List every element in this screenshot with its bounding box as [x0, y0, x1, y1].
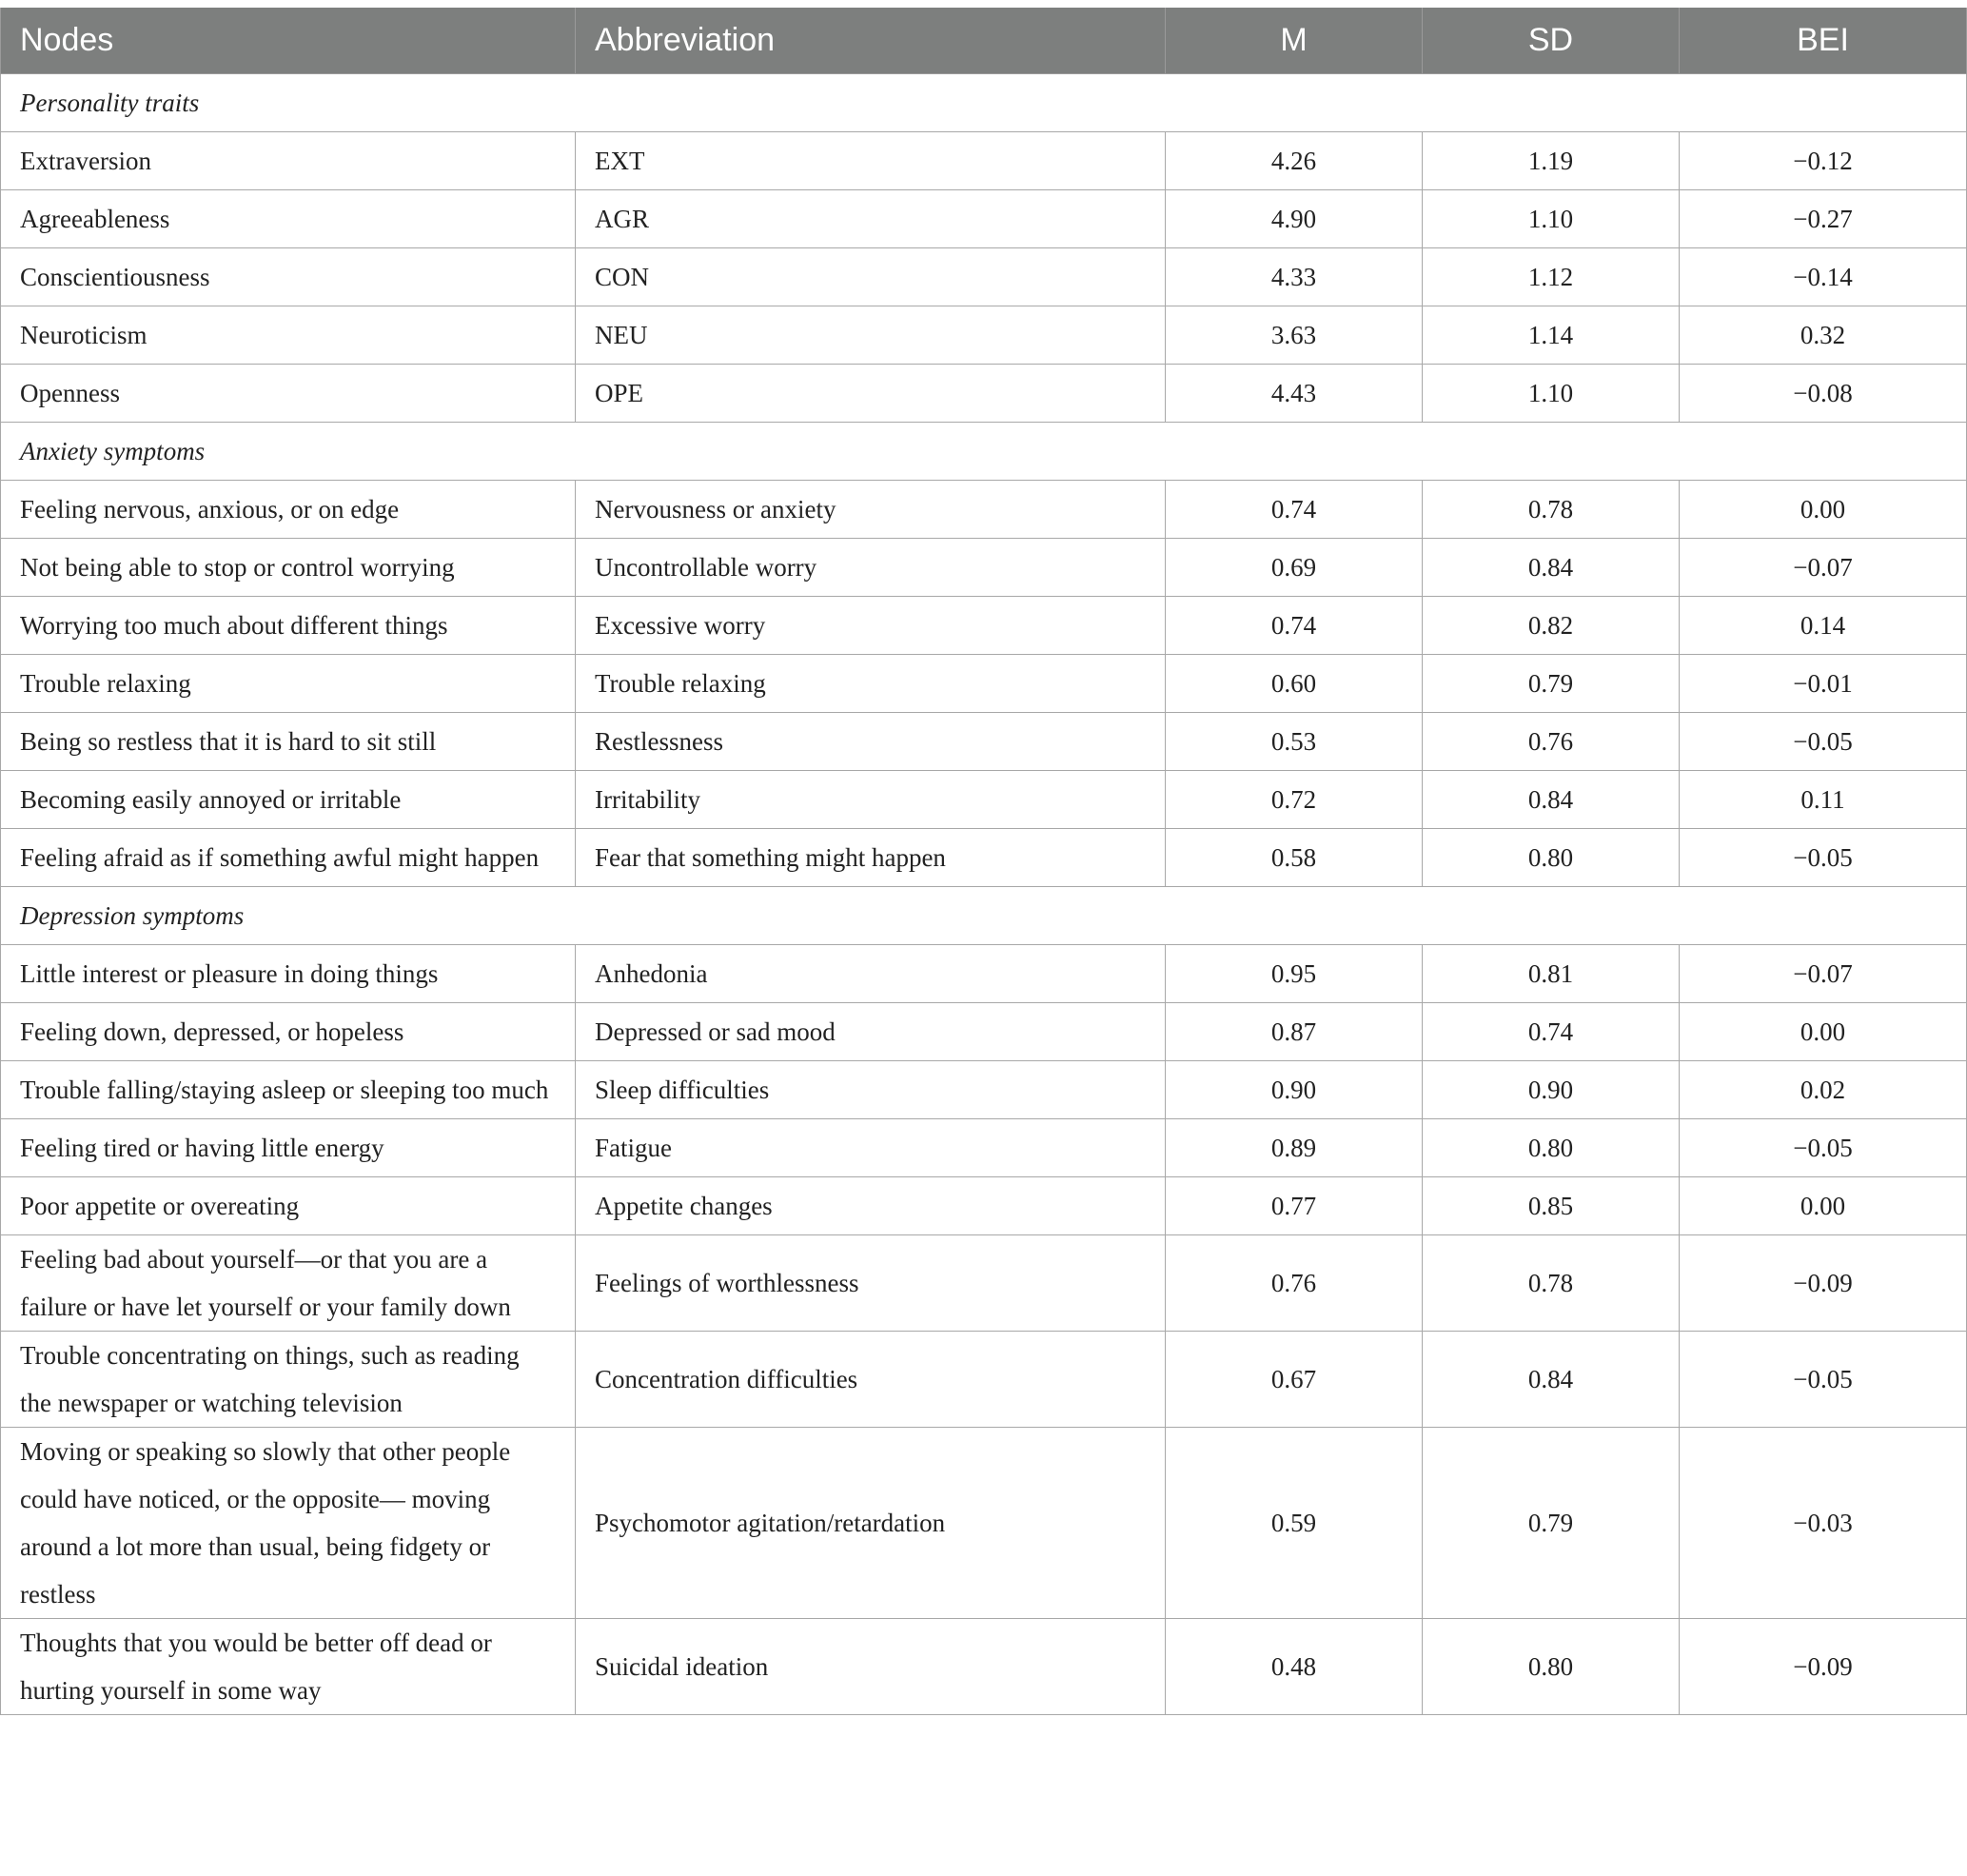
table-row	[1, 597, 1967, 655]
abbreviation-cell: Feelings of worthlessness	[576, 1235, 1166, 1332]
sd-cell: 1.10	[1423, 190, 1680, 248]
table-row	[1, 1003, 1967, 1061]
header-m: M	[1166, 8, 1423, 74]
sd-cell: 0.78	[1423, 1235, 1680, 1332]
node-cell: Feeling afraid as if something awful might happen	[1, 829, 576, 887]
abbreviation-cell: NEU	[576, 306, 1166, 365]
node-cell: Feeling nervous, anxious, or on edge	[1, 481, 576, 539]
table-row	[1, 1119, 1967, 1177]
table-row	[1, 132, 1967, 190]
mean-cell: 4.26	[1166, 132, 1423, 190]
node-cell: Trouble falling/staying asleep or sleeping too much	[1, 1061, 576, 1119]
bei-cell: −0.05	[1680, 1119, 1967, 1177]
table-row	[1, 713, 1967, 771]
bei-cell: −0.09	[1680, 1619, 1967, 1715]
table-row	[1, 1619, 1967, 1715]
abbreviation-cell: EXT	[576, 132, 1166, 190]
table-row	[1, 365, 1967, 423]
bei-cell: 0.11	[1680, 771, 1967, 829]
mean-cell: 0.72	[1166, 771, 1423, 829]
node-cell: Openness	[1, 365, 576, 423]
abbreviation-cell: Fatigue	[576, 1119, 1166, 1177]
abbreviation-cell: Suicidal ideation	[576, 1619, 1166, 1715]
bei-cell: −0.05	[1680, 1332, 1967, 1428]
mean-cell: 0.74	[1166, 481, 1423, 539]
mean-cell: 0.58	[1166, 829, 1423, 887]
bei-cell: −0.07	[1680, 539, 1967, 597]
bei-cell: −0.05	[1680, 829, 1967, 887]
header-abbreviation: Abbreviation	[576, 8, 1166, 74]
abbreviation-cell: Fear that something might happen	[576, 829, 1166, 887]
section-row	[1, 74, 1967, 132]
sd-cell: 1.10	[1423, 365, 1680, 423]
mean-cell: 0.74	[1166, 597, 1423, 655]
section-row	[1, 423, 1967, 481]
sd-cell: 0.79	[1423, 1428, 1680, 1619]
sd-cell: 1.19	[1423, 132, 1680, 190]
abbreviation-cell: Psychomotor agitation/retardation	[576, 1428, 1166, 1619]
section-row	[1, 887, 1967, 945]
bei-cell: −0.07	[1680, 945, 1967, 1003]
bei-cell: 0.14	[1680, 597, 1967, 655]
sd-cell: 0.82	[1423, 597, 1680, 655]
table-body	[1, 74, 1967, 1715]
bei-cell: −0.14	[1680, 248, 1967, 306]
sd-cell: 0.76	[1423, 713, 1680, 771]
table-header	[1, 8, 1967, 74]
node-cell: Becoming easily annoyed or irritable	[1, 771, 576, 829]
mean-cell: 0.53	[1166, 713, 1423, 771]
abbreviation-cell: Uncontrollable worry	[576, 539, 1166, 597]
node-cell: Moving or speaking so slowly that other people could have noticed, or the opposite— moving around a lot more than usual, being fidgety or restless	[1, 1428, 576, 1619]
table-row	[1, 306, 1967, 365]
section-title: Anxiety symptoms	[1, 423, 1967, 481]
abbreviation-cell: Restlessness	[576, 713, 1166, 771]
table-row	[1, 539, 1967, 597]
sd-cell: 0.74	[1423, 1003, 1680, 1061]
node-cell: Not being able to stop or control worrying	[1, 539, 576, 597]
node-cell: Conscientiousness	[1, 248, 576, 306]
bei-cell: −0.12	[1680, 132, 1967, 190]
table-row	[1, 481, 1967, 539]
node-cell: Thoughts that you would be better off dead or hurting yourself in some way	[1, 1619, 576, 1715]
bei-cell: −0.09	[1680, 1235, 1967, 1332]
sd-cell: 0.80	[1423, 1119, 1680, 1177]
node-cell: Being so restless that it is hard to sit still	[1, 713, 576, 771]
table-row	[1, 829, 1967, 887]
mean-cell: 0.77	[1166, 1177, 1423, 1235]
table-row	[1, 1061, 1967, 1119]
table-row	[1, 190, 1967, 248]
node-cell: Extraversion	[1, 132, 576, 190]
abbreviation-cell: Irritability	[576, 771, 1166, 829]
node-cell: Trouble concentrating on things, such as reading the newspaper or watching television	[1, 1332, 576, 1428]
mean-cell: 4.90	[1166, 190, 1423, 248]
header-sd: SD	[1423, 8, 1680, 74]
abbreviation-cell: Sleep difficulties	[576, 1061, 1166, 1119]
node-cell: Little interest or pleasure in doing things	[1, 945, 576, 1003]
abbreviation-cell: Excessive worry	[576, 597, 1166, 655]
bei-cell: −0.05	[1680, 713, 1967, 771]
mean-cell: 4.43	[1166, 365, 1423, 423]
section-title: Personality traits	[1, 74, 1967, 132]
sd-cell: 0.78	[1423, 481, 1680, 539]
node-cell: Agreeableness	[1, 190, 576, 248]
node-cell: Trouble relaxing	[1, 655, 576, 713]
sd-cell: 0.80	[1423, 829, 1680, 887]
mean-cell: 0.69	[1166, 539, 1423, 597]
node-cell: Feeling down, depressed, or hopeless	[1, 1003, 576, 1061]
mean-cell: 0.95	[1166, 945, 1423, 1003]
bei-cell: 0.00	[1680, 481, 1967, 539]
mean-cell: 0.67	[1166, 1332, 1423, 1428]
abbreviation-cell: AGR	[576, 190, 1166, 248]
bei-cell: 0.00	[1680, 1177, 1967, 1235]
sd-cell: 0.84	[1423, 1332, 1680, 1428]
mean-cell: 0.76	[1166, 1235, 1423, 1332]
bei-cell: −0.01	[1680, 655, 1967, 713]
sd-cell: 0.79	[1423, 655, 1680, 713]
node-cell: Poor appetite or overeating	[1, 1177, 576, 1235]
header-bei: BEI	[1680, 8, 1967, 74]
sd-cell: 1.12	[1423, 248, 1680, 306]
data-table	[0, 8, 1967, 1715]
sd-cell: 0.90	[1423, 1061, 1680, 1119]
table-row	[1, 1235, 1967, 1332]
table-row	[1, 1177, 1967, 1235]
table-row	[1, 945, 1967, 1003]
abbreviation-cell: Depressed or sad mood	[576, 1003, 1166, 1061]
bei-cell: 0.32	[1680, 306, 1967, 365]
table-row	[1, 655, 1967, 713]
node-cell: Feeling tired or having little energy	[1, 1119, 576, 1177]
node-cell: Worrying too much about different things	[1, 597, 576, 655]
abbreviation-cell: CON	[576, 248, 1166, 306]
sd-cell: 0.81	[1423, 945, 1680, 1003]
node-cell: Neuroticism	[1, 306, 576, 365]
header-row	[1, 8, 1967, 74]
abbreviation-cell: Concentration difficulties	[576, 1332, 1166, 1428]
table-row	[1, 248, 1967, 306]
mean-cell: 0.48	[1166, 1619, 1423, 1715]
header-nodes: Nodes	[1, 8, 576, 74]
abbreviation-cell: Appetite changes	[576, 1177, 1166, 1235]
table-row	[1, 771, 1967, 829]
sd-cell: 0.84	[1423, 771, 1680, 829]
node-cell: Feeling bad about yourself—or that you are a failure or have let yourself or your family down	[1, 1235, 576, 1332]
mean-cell: 0.90	[1166, 1061, 1423, 1119]
abbreviation-cell: OPE	[576, 365, 1166, 423]
mean-cell: 4.33	[1166, 248, 1423, 306]
bei-cell: 0.02	[1680, 1061, 1967, 1119]
abbreviation-cell: Trouble relaxing	[576, 655, 1166, 713]
abbreviation-cell: Nervousness or anxiety	[576, 481, 1166, 539]
sd-cell: 1.14	[1423, 306, 1680, 365]
mean-cell: 0.60	[1166, 655, 1423, 713]
mean-cell: 0.87	[1166, 1003, 1423, 1061]
bei-cell: −0.08	[1680, 365, 1967, 423]
table-row	[1, 1428, 1967, 1619]
bei-cell: −0.03	[1680, 1428, 1967, 1619]
section-title: Depression symptoms	[1, 887, 1967, 945]
mean-cell: 3.63	[1166, 306, 1423, 365]
abbreviation-cell: Anhedonia	[576, 945, 1166, 1003]
table-row	[1, 1332, 1967, 1428]
sd-cell: 0.85	[1423, 1177, 1680, 1235]
mean-cell: 0.89	[1166, 1119, 1423, 1177]
bei-cell: 0.00	[1680, 1003, 1967, 1061]
mean-cell: 0.59	[1166, 1428, 1423, 1619]
sd-cell: 0.80	[1423, 1619, 1680, 1715]
sd-cell: 0.84	[1423, 539, 1680, 597]
bei-cell: −0.27	[1680, 190, 1967, 248]
